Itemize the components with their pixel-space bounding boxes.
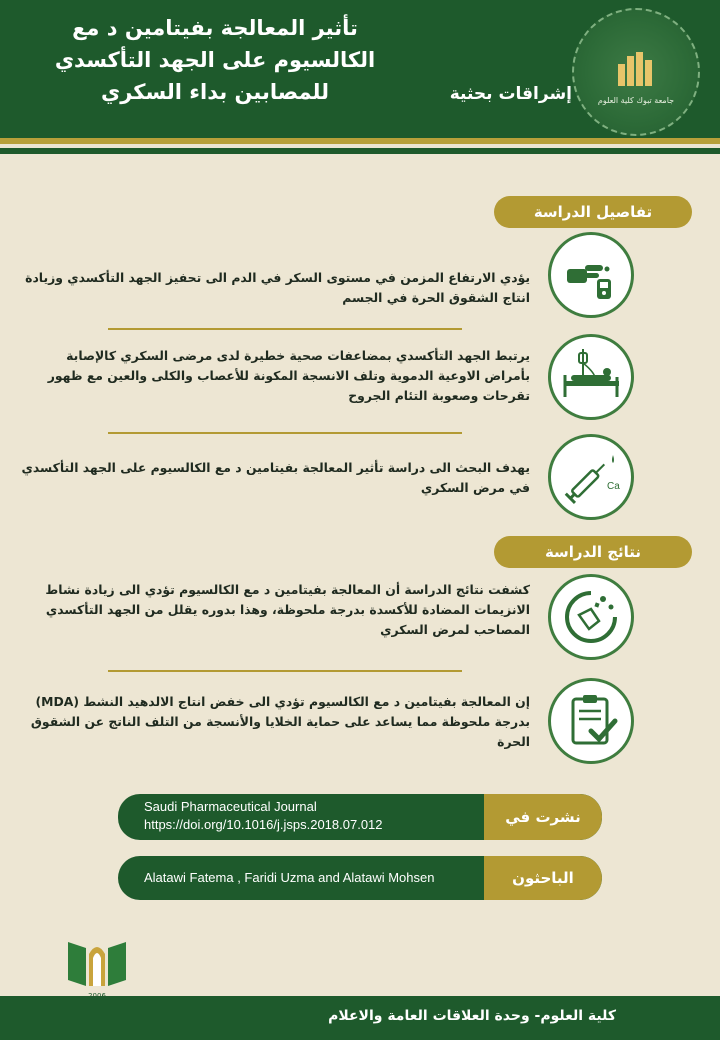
section-results-label: نتائج الدراسة xyxy=(494,536,692,568)
detail-text-1: يؤدي الارتفاع المزمن في مستوى السكر في الدم الى تحفيز الجهد التأكسدي وزيادة انتاج الشقوق الحرة في الجسم xyxy=(25,270,530,305)
calcium-label: Ca xyxy=(607,481,620,492)
publication-bar xyxy=(118,794,602,840)
footer-text: كلية العلوم- وحدة العلاقات العامة والاعلام xyxy=(328,1008,616,1024)
title-line-1: تأثير المعالجة بفيتامين د مع xyxy=(72,16,358,40)
book-bars-icon xyxy=(618,52,654,86)
title-line-3: للمصابين بداء السكري xyxy=(100,80,330,104)
gold-divider xyxy=(0,138,720,144)
faculty-emblem-icon xyxy=(64,934,130,988)
page-title xyxy=(0,12,430,108)
green-divider xyxy=(0,148,720,154)
brand-label: إشراقات بحثية xyxy=(449,84,572,104)
university-label: جامعة تبوك كلية العلوم xyxy=(597,96,675,105)
doi-link[interactable]: https://doi.org/10.1016/j.jsps.2018.07.012 xyxy=(144,817,383,832)
detail-text-2: يرتبط الجهد التأكسدي بمضاعفات صحية خطيرة لدى مرضى السكري كالإصابة بأمراض الاوعية الدموية وتلف الانسجة المكونة للأعصاب والكلى والعين مع ظهور تقرحات وصعوبة التئام الجروح xyxy=(47,348,530,403)
title-line-2: الكالسيوم على الجهد التأكسدي xyxy=(54,48,376,72)
researchers-names: Alatawi Fatema , Faridi Uzma and Alatawi Mohsen xyxy=(144,870,435,885)
glucose-meter-icon xyxy=(548,232,634,318)
section-details-label: تفاصيل الدراسة xyxy=(494,196,692,228)
divider-3 xyxy=(108,670,462,672)
clipboard-check-icon xyxy=(548,678,634,764)
result-text-1: كشفت نتائج الدراسة أن المعالجة بفيتامين د مع الكالسيوم تؤدي الى زيادة نشاط الانزيمات المضادة للأكسدة بدرجة ملحوظة، وهذا بدوره يقلل من الجهد التأكسدي المصاحب لمرض السكري xyxy=(45,582,530,637)
footer-bar xyxy=(0,996,720,1040)
syringe-ca-icon xyxy=(548,434,634,520)
publication-label: نشرت في xyxy=(484,794,602,840)
hospital-bed-icon xyxy=(548,334,634,420)
researchers-label: الباحثون xyxy=(484,856,602,900)
header-banner xyxy=(0,0,720,138)
researchers-bar xyxy=(118,856,602,900)
shield-molecule-icon xyxy=(548,574,634,660)
university-logo xyxy=(572,8,700,136)
detail-text-3: يهدف البحث الى دراسة تأثير المعالجة بفيتامين د مع الكالسيوم على الجهد التأكسدي في مرض السكري xyxy=(21,460,530,495)
divider-1 xyxy=(108,328,462,330)
divider-2 xyxy=(108,432,462,434)
journal-name: Saudi Pharmaceutical Journal xyxy=(144,799,317,814)
result-text-2: إن المعالجة بفيتامين د مع الكالسيوم تؤدي الى خفض انتاج الالدهيد النشط (MDA) بدرجة ملحوظة مما يساعد على حماية الخلايا والأنسجة من التلف الناتج عن الشقوق الحرة xyxy=(30,694,530,749)
